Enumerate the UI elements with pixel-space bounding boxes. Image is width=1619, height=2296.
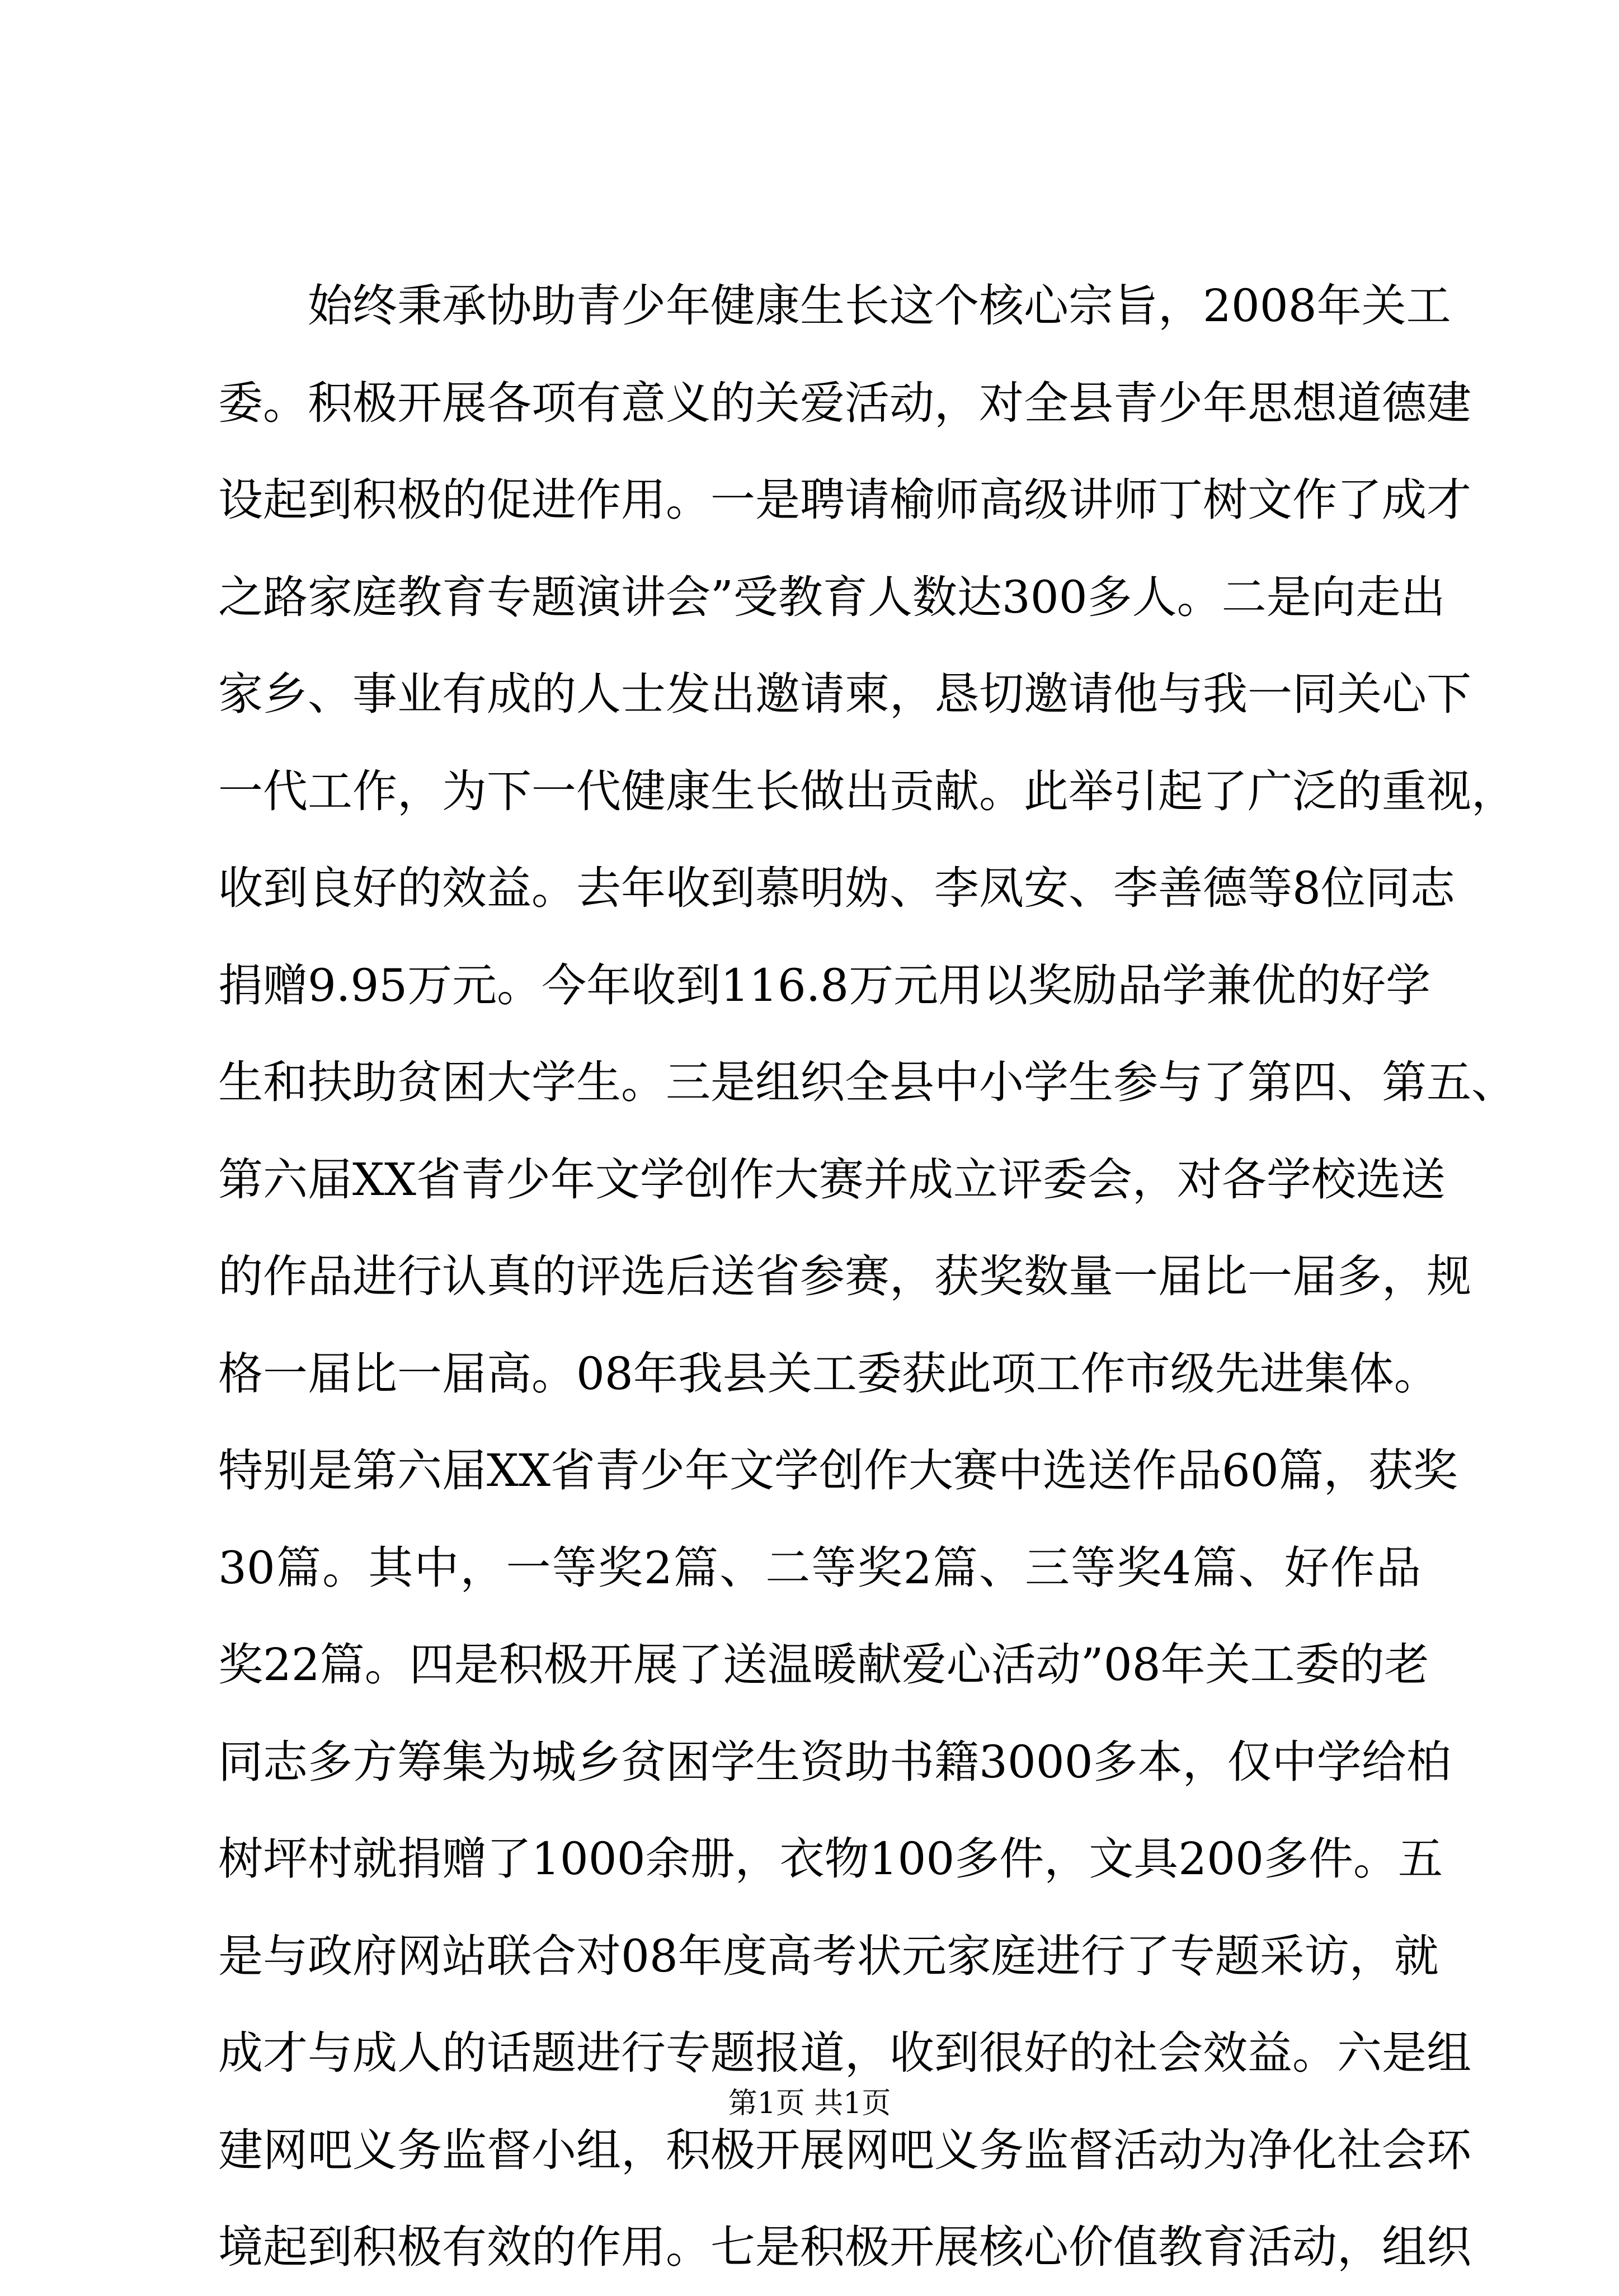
paragraph-line: 成才与成人的话题进行专题报道，收到很好的社会效益。六是组 — [218, 2027, 1471, 2079]
paragraph-line: 30篇。其中，一等奖2篇、二等奖2篇、三等奖4篇、好作品 — [218, 1541, 1421, 1594]
paragraph-line: 家乡、事业有成的人士发出邀请柬，恳切邀请他与我一同关心下 — [218, 668, 1471, 720]
paragraph-line: 设起到积极的促进作用。一是聘请榆师高级讲师丁树文作了成才 — [218, 474, 1471, 526]
paragraph-line: 捐赠9.95万元。今年收到116.8万元用以奖励品学兼优的好学 — [218, 959, 1431, 1011]
paragraph-line: 委。积极开展各项有意义的关爱活动，对全县青少年思想道德建 — [218, 377, 1471, 429]
paragraph-line: 建网吧义务监督小组，积极开展网吧义务监督活动为净化社会环 — [218, 2124, 1471, 2176]
paragraph-line: 特别是第六届XX省青少年文学创作大赛中选送作品60篇，获奖 — [218, 1445, 1458, 1497]
paragraph-line: 一代工作，为下一代健康生长做出贡献。此举引起了广泛的重视， — [218, 765, 1516, 817]
page-footer — [0, 2084, 1619, 2123]
paragraph-line: 始终秉承协助青少年健康生长这个核心宗旨，2008年关工 — [308, 280, 1451, 332]
page-number: 第1页 共1页 — [728, 2087, 891, 2120]
paragraph-line: 奖22篇。四是积极开展了送温暖献爱心活动”08年关工委的老 — [218, 1639, 1429, 1691]
paragraph-line: 是与政府网站联合对08年度高考状元家庭进行了专题采访，就 — [218, 1930, 1439, 1982]
paragraph-line: 同志多方筹集为城乡贫困学生资助书籍3000多本，仅中学给柏 — [218, 1735, 1451, 1788]
paragraph-line: 格一届比一届高。08年我县关工委获此项工作市级先进集体。 — [218, 1347, 1439, 1400]
paragraph-line: 收到良好的效益。去年收到慕明妫、李凤安、李善德等8位同志 — [218, 862, 1455, 914]
body-paragraph — [218, 257, 1516, 2296]
paragraph-line: 生和扶助贫困大学生。三是组织全县中小学生参与了第四、第五、 — [218, 1056, 1516, 1108]
paragraph-line: 境起到积极有效的作用。七是积极开展核心价值教育活动，组织 — [218, 2221, 1471, 2273]
paragraph-line: 的作品进行认真的评选后送省参赛，获奖数量一届比一届多，规 — [218, 1250, 1471, 1302]
paragraph-line: 第六届XX省青少年文学创作大赛并成立评委会，对各学校选送 — [218, 1153, 1446, 1206]
paragraph-line: 之路家庭教育专题演讲会”受教育人数达300多人。二是向走出 — [218, 571, 1446, 623]
paragraph-line: 树坪村就捐赠了1000余册，衣物100多件，文具200多件。五 — [218, 1833, 1443, 1885]
